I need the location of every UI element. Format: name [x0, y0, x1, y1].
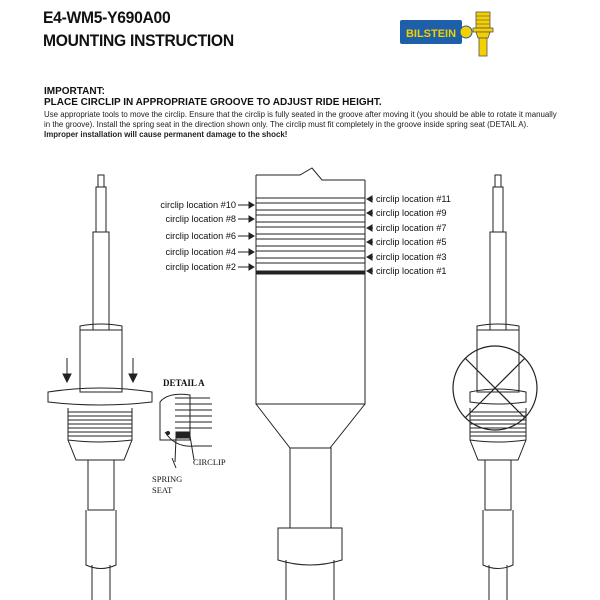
- incorrect-installation-icon: [453, 346, 537, 430]
- left-pointer-arrows: [238, 202, 254, 270]
- circlip-location-4-label: circlip location #4: [165, 247, 236, 257]
- circlip-grooves: [256, 198, 365, 263]
- circlip-location-11-label: circlip location #11: [376, 194, 451, 204]
- circlip-location-6-label: circlip location #6: [165, 231, 236, 241]
- part-number: E4-WM5-Y690A00: [43, 8, 171, 27]
- circlip-location-9-label: circlip location #9: [376, 208, 447, 218]
- instruction-body: Use appropriate tools to move the circlip. Ensure that the circlip is fully seated in the groove after moving it (you should be able to rotate it manually in the groove). Install the spring seat in the direction shown only. The circlip must fit completely in the groove inside spring seat (DETAIL A).: [44, 110, 557, 129]
- circlip-location-8-label: circlip location #8: [165, 214, 236, 224]
- left-shock-illustration: [48, 175, 152, 600]
- circlip-callout: CIRCLIP: [193, 457, 226, 467]
- right-arrow-icon: [129, 358, 137, 382]
- right-shock-illustration: [470, 175, 526, 600]
- circlip-location-2-label: circlip location #2: [165, 262, 236, 272]
- circlip-location-10-label: circlip location #10: [160, 200, 236, 210]
- detail-a-title: DETAIL A: [163, 378, 205, 388]
- spring-seat-callout-line2: SEAT: [152, 485, 173, 495]
- brand-name: BILSTEIN: [405, 28, 457, 40]
- circlip-location-1-label: circlip location #1: [376, 266, 447, 276]
- right-pointer-arrows: [367, 196, 373, 274]
- left-arrow-icon: [63, 358, 71, 382]
- circlip-instruction-heading: PLACE CIRCLIP IN APPROPRIATE GROOVE TO ADJUST RIDE HEIGHT.: [44, 97, 382, 108]
- circlip-location-3-label: circlip location #3: [376, 252, 447, 262]
- important-heading: IMPORTANT:: [44, 86, 105, 97]
- center-shock-illustration: [256, 168, 365, 600]
- damage-warning: Improper installation will cause permanent damage to the shock!: [44, 130, 288, 139]
- spring-seat-callout-line1: SPRING: [152, 474, 183, 484]
- circlip-location-7-label: circlip location #7: [376, 223, 447, 233]
- document-title: MOUNTING INSTRUCTION: [43, 31, 234, 50]
- circlip-location-5-label: circlip location #5: [376, 237, 447, 247]
